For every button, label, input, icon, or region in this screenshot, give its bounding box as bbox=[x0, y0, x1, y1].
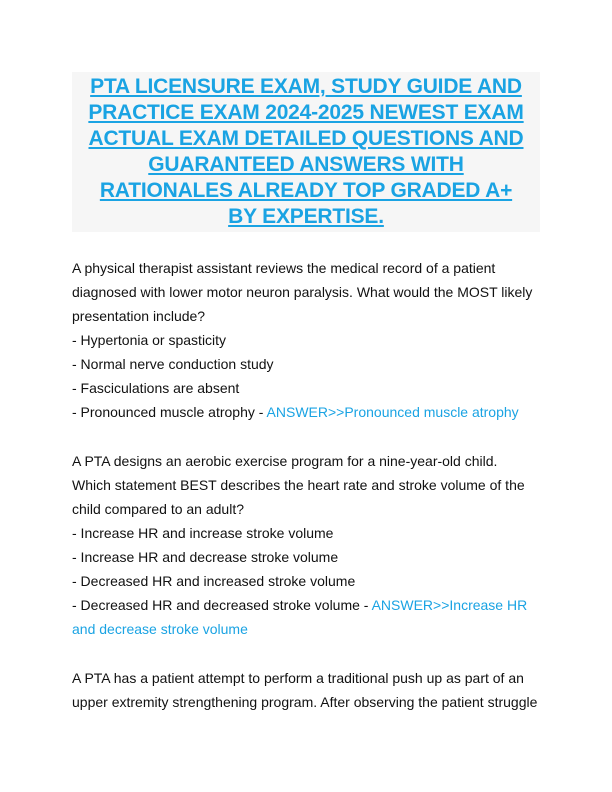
correct-answer-continued: and decrease stroke volume bbox=[72, 621, 248, 637]
answer-option-with-answer bbox=[72, 593, 542, 617]
title-line[interactable]: PTA LICENSURE EXAM, STUDY GUIDE AND bbox=[90, 75, 522, 98]
question-2 bbox=[72, 449, 542, 641]
question-3 bbox=[72, 666, 542, 714]
title-line[interactable]: GUARANTEED ANSWERS WITH bbox=[148, 153, 464, 176]
question-1 bbox=[72, 256, 542, 424]
question-stem-line: diagnosed with lower motor neuron paralysis. What would the MOST likely bbox=[72, 284, 533, 300]
question-stem-line: Which statement BEST describes the heart rate and stroke volume of the bbox=[72, 477, 525, 493]
question-stem-line: A PTA designs an aerobic exercise program for a nine-year-old child. bbox=[72, 453, 498, 469]
correct-answer: ANSWER>>Pronounced muscle atrophy bbox=[266, 404, 519, 420]
answer-option: - Normal nerve conduction study bbox=[72, 356, 274, 372]
answer-option: - Increase HR and increase stroke volume bbox=[72, 525, 334, 541]
answer-option-with-answer bbox=[72, 400, 542, 424]
answer-option: - Pronounced muscle atrophy - bbox=[72, 404, 267, 420]
title-line[interactable]: BY EXPERTISE. bbox=[228, 205, 384, 228]
correct-answer: ANSWER>>Increase HR bbox=[371, 597, 528, 613]
question-stem-line: A PTA has a patient attempt to perform a traditional push up as part of an bbox=[72, 670, 524, 686]
question-stem-line: A physical therapist assistant reviews the medical record of a patient bbox=[72, 260, 496, 276]
title-line[interactable]: RATIONALES ALREADY TOP GRADED A+ bbox=[99, 179, 513, 202]
answer-option: - Increase HR and decrease stroke volume bbox=[72, 549, 339, 565]
answer-option: - Decreased HR and increased stroke volume bbox=[72, 573, 356, 589]
question-stem-line: child compared to an adult? bbox=[72, 501, 244, 517]
answer-option: - Fasciculations are absent bbox=[72, 380, 240, 396]
title-line[interactable]: ACTUAL EXAM DETAILED QUESTIONS AND bbox=[88, 127, 524, 150]
answer-option: - Decreased HR and decreased stroke volume - bbox=[72, 597, 372, 613]
title-line[interactable]: PRACTICE EXAM 2024-2025 NEWEST EXAM bbox=[88, 101, 524, 124]
question-stem-line: upper extremity strengthening program. After observing the patient struggle bbox=[72, 694, 538, 710]
question-stem-line: presentation include? bbox=[72, 308, 206, 324]
answer-option: - Hypertonia or spasticity bbox=[72, 332, 227, 348]
document-title bbox=[72, 72, 540, 232]
